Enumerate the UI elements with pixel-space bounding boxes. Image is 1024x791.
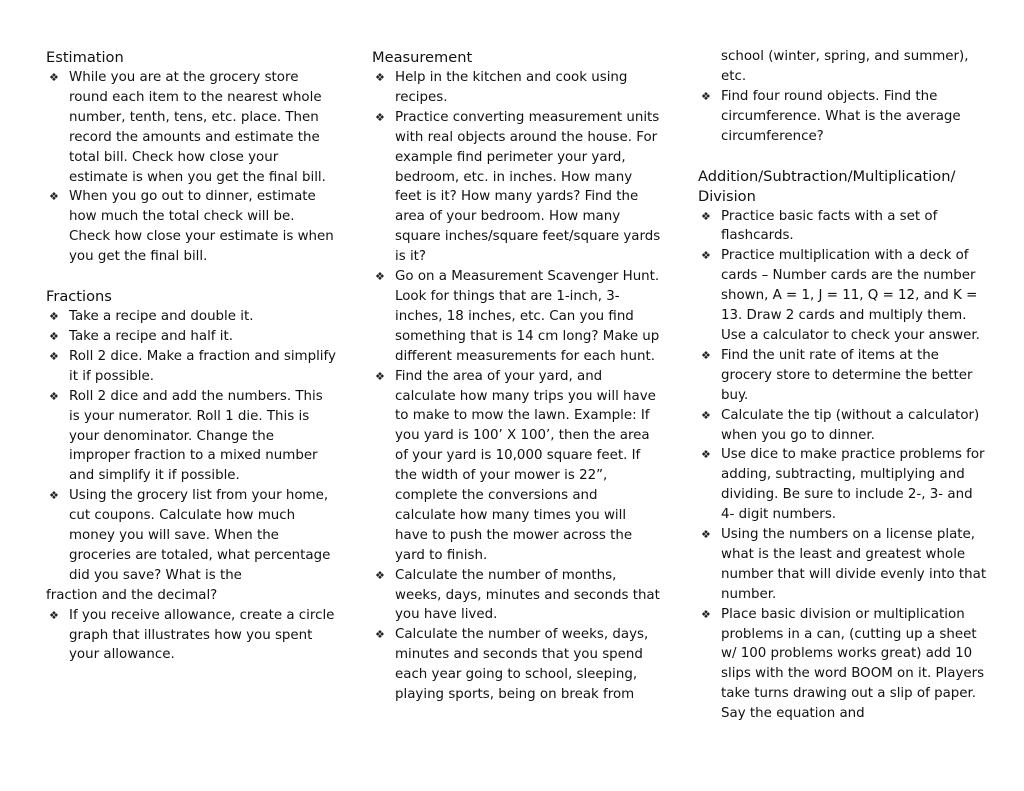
section-heading-estimation: Estimation <box>46 49 124 66</box>
list-item: ❖ If you receive allowance, create a circle graph that illustrates how you spent your allowance. <box>46 606 336 666</box>
section-heading-measurement: Measurement <box>372 49 473 66</box>
list-item-continuation: school (winter, spring, and summer), etc. <box>721 49 969 84</box>
estimation-list <box>46 68 336 267</box>
column-3 <box>698 47 988 724</box>
list-item <box>46 486 336 605</box>
section-gap <box>46 267 336 287</box>
list-item: ❖ Go on a Measurement Scavenger Hunt. Look for things that are 1-inch, 3-inches, 18 inches, etc. Can you find something that is 14 cm long? Make up different measurements for each hunt. <box>372 267 662 367</box>
list-item: ❖ Calculate the number of months, weeks, days, minutes and seconds that you have lived. <box>372 566 662 626</box>
list-item: ❖ While you are at the grocery store round each item to the nearest whole number, tenth, tens, etc. place. Then record the amounts and estimate the total bill. Check how close your estimate is when you get the final bill. <box>46 68 336 187</box>
fractions-list <box>46 307 336 665</box>
list-item: ❖ Take a recipe and double it. <box>46 307 336 327</box>
list-item: ❖ Help in the kitchen and cook using recipes. <box>372 68 662 108</box>
section-gap <box>698 147 988 167</box>
list-item: ❖ Roll 2 dice and add the numbers. This is your numerator. Roll 1 die. This is your denominator. Change the improper fraction to a mixed number and simplify it if possible. <box>46 387 336 487</box>
list-item: ❖ Calculate the tip (without a calculator) when you go to dinner. <box>698 406 988 446</box>
list-item: ❖ Find the area of your yard, and calculate how many trips you will have to make to mow the lawn. Example: If you yard is 100’ X 100’, then the area of your yard is 10,000 square feet. If the width of your mower is 22”, complete the conversions and calculate how many times you will have to push the mower across the yard to finish. <box>372 367 662 566</box>
list-item: ❖ Using the numbers on a license plate, what is the least and greatest whole number that will divide evenly into that number. <box>698 525 988 605</box>
list-item: ❖ When you go out to dinner, estimate how much the total check will be. Check how close your estimate is when you get the final bill. <box>46 187 336 267</box>
section-heading-fractions: Fractions <box>46 288 112 306</box>
section-heading-operations: Addition/Subtraction/Multiplication/ Division <box>698 167 956 205</box>
list-item: ❖ Practice converting measurement units with real objects around the house. For example find perimeter your yard, bedroom, etc. in inches. How many feet is it? How many yards? Find the area of your bedroom. How many square inches/square feet/square yards is it? <box>372 108 662 267</box>
list-item: ❖ Use dice to make practice problems for adding, subtracting, multiplying and dividing. Be sure to include 2-, 3- and 4- digit numbers. <box>698 445 988 525</box>
list-item: ❖ Find four round objects. Find the circumference. What is the average circumference? <box>698 87 988 147</box>
list-item-text: Using the grocery list from your home, cut coupons. Calculate how much money you will save. When the groceries are totaled, what percentage did you save? What is the <box>69 488 331 583</box>
list-item: ❖ Practice multiplication with a deck of cards – Number cards are the number shown, A = 1, J = 11, Q = 12, and K = 13. Draw 2 cards and multiply them. Use a calculator to check your answer. <box>698 246 988 346</box>
list-item-tail: fraction and the decimal? <box>46 587 218 603</box>
list-item: ❖ Roll 2 dice. Make a fraction and simplify it if possible. <box>46 347 336 387</box>
column-2 <box>372 48 662 705</box>
operations-list <box>698 207 988 725</box>
measurement-list <box>372 68 662 705</box>
column-1 <box>46 48 336 665</box>
list-item: ❖ Practice basic facts with a set of flashcards. <box>698 207 988 247</box>
continued-list <box>698 47 988 147</box>
list-item: ❖ Find the unit rate of items at the grocery store to determine the better buy. <box>698 346 988 406</box>
list-item: ❖ Place basic division or multiplication problems in a can, (cutting up a sheet w/ 100 problems works great) add 10 slips with the word BOOM on it. Players take turns drawing out a slip of paper. Say the equation and <box>698 605 988 724</box>
list-item: ❖ Take a recipe and half it. <box>46 327 336 347</box>
list-item: ❖ Calculate the number of weeks, days, minutes and seconds that you spend each year going to school, sleeping, playing sports, being on break from <box>372 625 662 705</box>
